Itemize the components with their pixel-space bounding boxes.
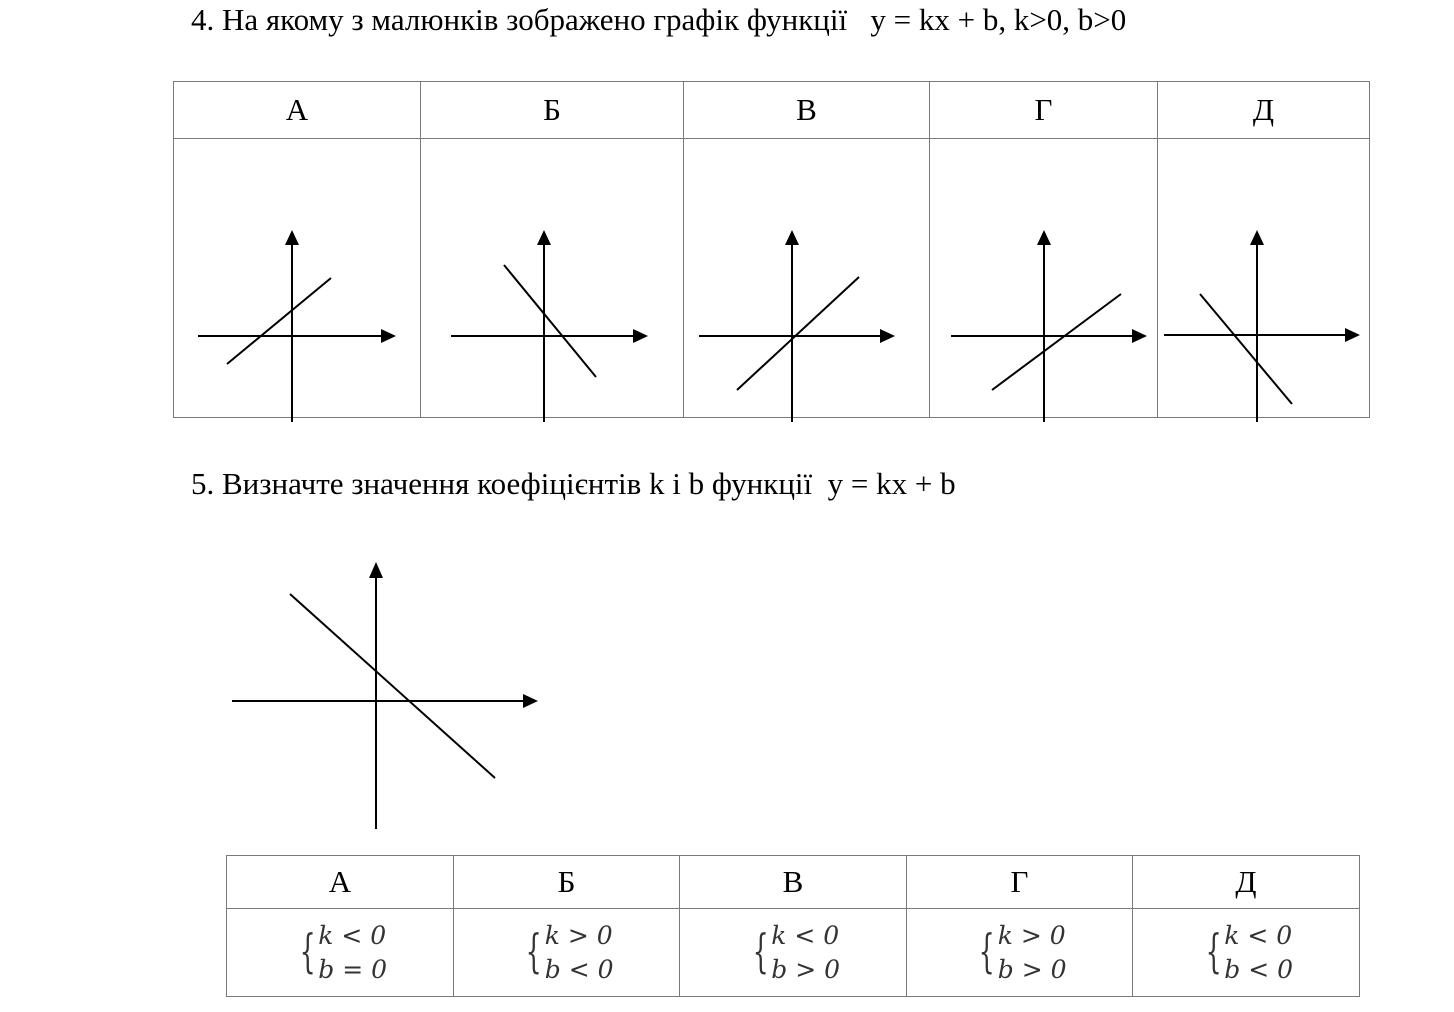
q5-option-a-label: А — [227, 856, 454, 909]
q5-option-g-label: Г — [907, 856, 1133, 909]
function-line — [992, 294, 1121, 390]
brace-icon: { — [526, 923, 543, 978]
y-axis-arrow — [1037, 230, 1051, 245]
brace-icon: { — [299, 923, 316, 978]
q4-graph-v — [684, 139, 930, 417]
q4-graph-cell-v — [684, 139, 930, 418]
brace-icon: { — [1205, 923, 1222, 978]
q5-option-v-system — [680, 909, 907, 997]
q4-option-g-label: Г — [930, 82, 1158, 139]
q5-option-d-system — [1133, 909, 1360, 997]
question-5-graph — [0, 0, 600, 840]
q4-option-d-label: Д — [1158, 82, 1370, 139]
y-axis-arrow — [1250, 230, 1264, 245]
q5-option-b-system — [454, 909, 680, 997]
q5-option-a-system — [227, 909, 454, 997]
q4-graph-d — [1158, 139, 1370, 417]
b-condition: b > 0 — [771, 954, 841, 984]
q4-option-a-label: А — [174, 82, 421, 139]
b-condition: b < 0 — [544, 954, 614, 984]
function-line — [1200, 294, 1292, 404]
q4-option-b-label: Б — [421, 82, 684, 139]
q5-option-v-label: В — [680, 856, 907, 909]
k-condition: k > 0 — [544, 920, 613, 950]
x-axis-arrow — [880, 329, 895, 343]
brace-icon: { — [979, 923, 996, 978]
question-5-options-table — [226, 855, 1360, 997]
q5-option-g-system — [907, 909, 1133, 997]
b-condition: b = 0 — [318, 954, 388, 984]
q4-graph-cell-d — [1158, 139, 1370, 418]
k-condition: k < 0 — [1224, 920, 1293, 950]
q5-option-b-label: Б — [454, 856, 680, 909]
q4-graph-cell-g — [930, 139, 1158, 418]
y-axis-arrow — [785, 230, 799, 245]
x-axis-arrow — [1132, 329, 1147, 343]
question-4-title: 4. На якому з малюнків зображено графік функції y = kx + b, k>0, b>0 — [191, 2, 1127, 37]
k-condition: k < 0 — [318, 920, 387, 950]
b-condition: b < 0 — [1224, 954, 1294, 984]
q5-option-d-label: Д — [1133, 856, 1360, 909]
y-axis-arrow — [369, 562, 383, 578]
function-line — [737, 277, 859, 390]
x-axis-arrow — [523, 694, 538, 708]
x-axis-arrow — [633, 329, 648, 343]
x-axis-arrow — [1345, 328, 1360, 342]
question-5-title: 5. Визначте значення коефіцієнтів k і b функції y = kx + b — [191, 466, 956, 501]
k-condition: k < 0 — [771, 920, 840, 950]
b-condition: b > 0 — [997, 954, 1067, 984]
q4-graph-g — [930, 139, 1158, 417]
k-condition: k > 0 — [997, 920, 1066, 950]
q4-option-v-label: В — [684, 82, 930, 139]
function-line — [290, 594, 495, 778]
brace-icon: { — [752, 923, 769, 978]
